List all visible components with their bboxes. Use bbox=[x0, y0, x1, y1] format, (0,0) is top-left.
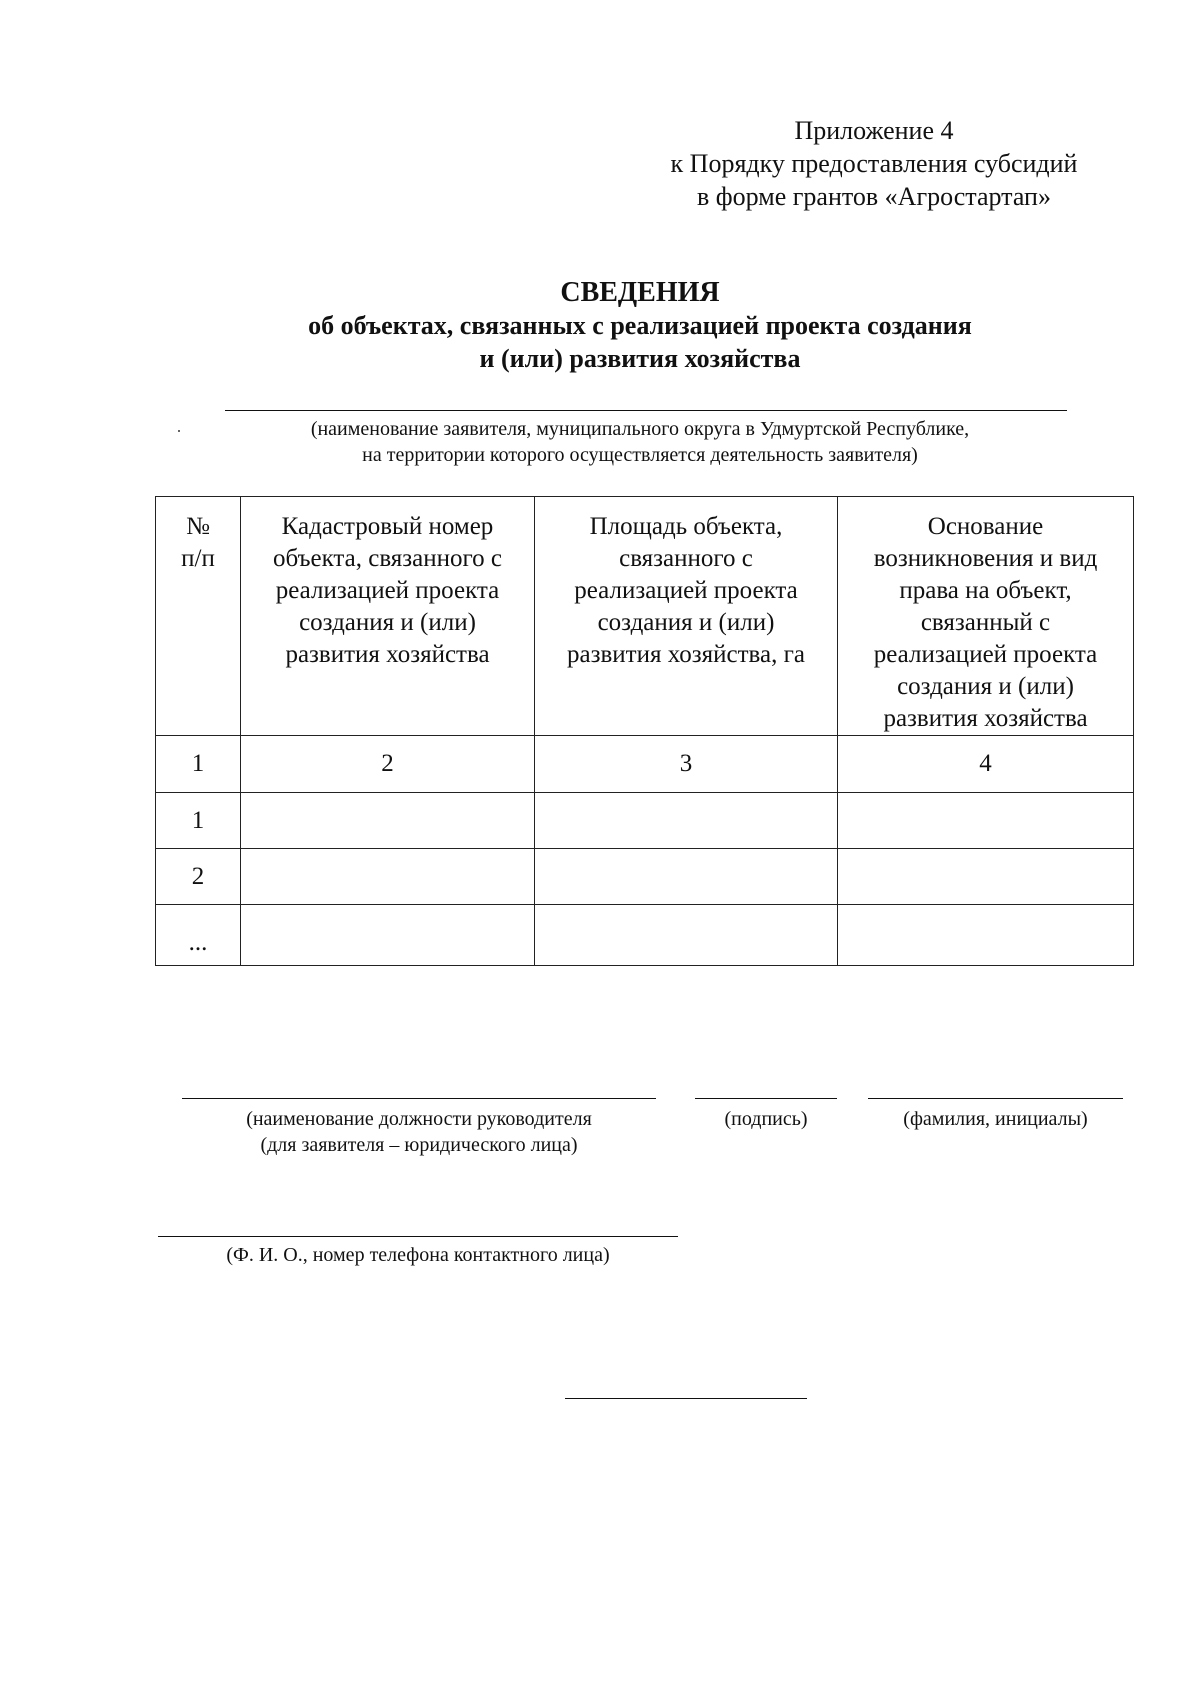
table-row bbox=[156, 905, 1134, 966]
applicant-caption-line-1: (наименование заявителя, муниципального округа в Удмуртской Республике, bbox=[310, 418, 970, 440]
header-line: Кадастровый номер bbox=[281, 513, 494, 540]
header-line: создания и (или) bbox=[299, 609, 476, 636]
applicant-caption bbox=[140, 416, 1140, 468]
right-basis-cell[interactable] bbox=[838, 849, 1134, 905]
name-line bbox=[868, 1098, 1123, 1099]
title-line-1: СВЕДЕНИЯ bbox=[560, 277, 720, 308]
table-header-row bbox=[156, 497, 1134, 736]
applicant-caption-line-2: на территории которого осуществляется деятельность заявителя) bbox=[362, 444, 918, 466]
cadastral-number-cell[interactable] bbox=[241, 793, 535, 849]
right-basis-cell[interactable] bbox=[838, 905, 1134, 966]
header-line: реализацией проекта bbox=[873, 641, 1098, 668]
header-line: реализацией проекта bbox=[275, 577, 500, 604]
cadastral-number-cell[interactable] bbox=[241, 905, 535, 966]
column-number: 3 bbox=[535, 736, 838, 793]
position-caption-line-2: (для заявителя – юридического лица) bbox=[260, 1134, 578, 1156]
header-number bbox=[156, 497, 241, 736]
position-caption-line-1: (наименование должности руководителя bbox=[246, 1108, 592, 1130]
right-basis-cell[interactable] bbox=[838, 793, 1134, 849]
area-cell[interactable] bbox=[535, 849, 838, 905]
header-line: права на объект, bbox=[899, 577, 1072, 604]
name-caption: (фамилия, инициалы) bbox=[903, 1108, 1088, 1130]
header-right-basis bbox=[838, 497, 1134, 736]
column-number: 1 bbox=[156, 736, 241, 793]
title-line-3: и (или) развития хозяйства bbox=[479, 344, 801, 373]
applicant-name-line bbox=[225, 410, 1067, 411]
appendix-line-3: в форме грантов «Агростартап» bbox=[697, 182, 1051, 211]
row-number: ... bbox=[156, 905, 241, 966]
contact-caption: (Ф. И. О., номер телефона контактного лица) bbox=[226, 1244, 610, 1266]
header-line: развития хозяйства bbox=[285, 641, 490, 668]
position-line bbox=[182, 1098, 656, 1099]
signature-caption: (подпись) bbox=[724, 1108, 808, 1130]
header-line: связанный с bbox=[920, 609, 1051, 636]
header-cadastral-number bbox=[241, 497, 535, 736]
row-number: 2 bbox=[156, 849, 241, 905]
contact-line bbox=[158, 1236, 678, 1237]
column-number-row bbox=[156, 736, 1134, 793]
header-line: № bbox=[186, 513, 210, 540]
column-number: 4 bbox=[838, 736, 1134, 793]
header-line: создания и (или) bbox=[897, 673, 1074, 700]
signature-line bbox=[695, 1098, 837, 1099]
objects-table bbox=[155, 496, 1134, 966]
closing-line bbox=[565, 1398, 807, 1399]
column-number: 2 bbox=[241, 736, 535, 793]
title-line-2: об объектах, связанных с реализацией проекта создания bbox=[308, 311, 972, 340]
row-number: 1 bbox=[156, 793, 241, 849]
appendix-reference bbox=[624, 114, 1124, 213]
table-row bbox=[156, 849, 1134, 905]
area-cell[interactable] bbox=[535, 793, 838, 849]
header-line: объекта, связанного с bbox=[272, 545, 503, 572]
header-line: возникновения и вид bbox=[873, 545, 1098, 572]
header-line: связанного с bbox=[619, 545, 753, 572]
appendix-line-1: Приложение 4 bbox=[794, 116, 954, 145]
area-cell[interactable] bbox=[535, 905, 838, 966]
appendix-line-2: к Порядку предоставления субсидий bbox=[670, 149, 1078, 178]
header-line: развития хозяйства bbox=[883, 705, 1088, 732]
position-caption bbox=[182, 1106, 656, 1158]
header-line: развития хозяйства, га bbox=[567, 641, 805, 668]
header-line: реализацией проекта bbox=[574, 577, 798, 604]
header-line: Основание bbox=[927, 513, 1044, 540]
header-line: создания и (или) bbox=[597, 609, 775, 636]
header-line: Площадь объекта, bbox=[589, 513, 783, 540]
table-row bbox=[156, 793, 1134, 849]
document-title bbox=[140, 276, 1140, 375]
header-area bbox=[535, 497, 838, 736]
header-line: п/п bbox=[181, 545, 215, 572]
cadastral-number-cell[interactable] bbox=[241, 849, 535, 905]
